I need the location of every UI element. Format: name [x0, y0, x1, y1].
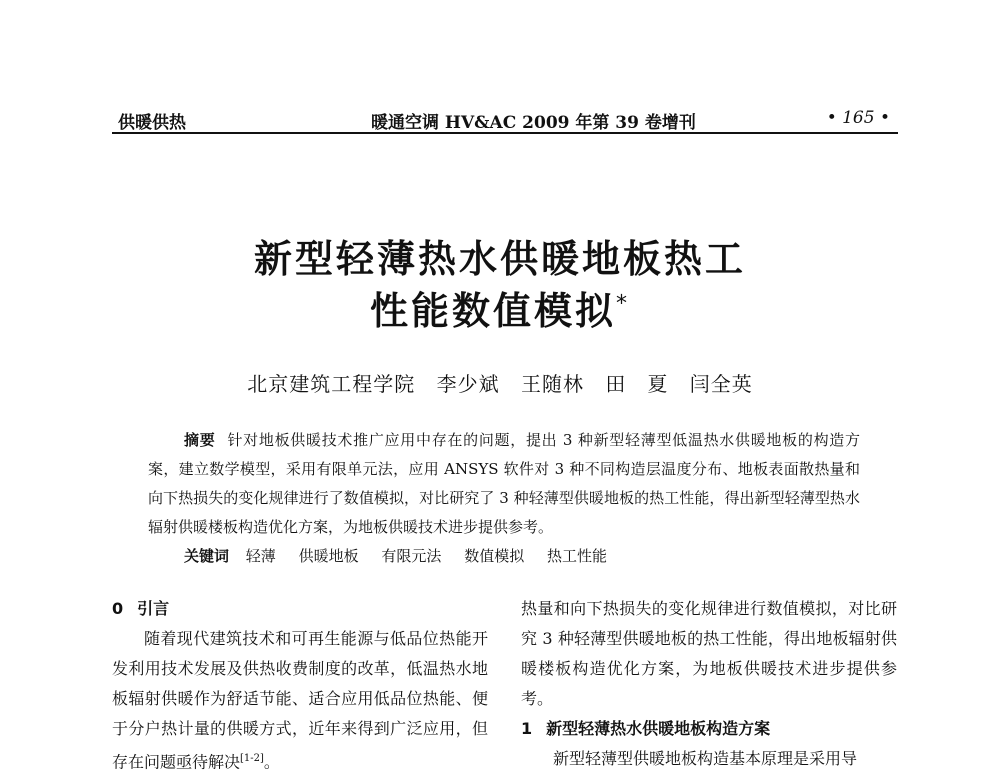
abstract-block: [148, 426, 860, 571]
abstract-text: 针对地板供暖技术推广应用中存在的问题，提出 3 种新型轻薄型低温热水供暖地板的构造方案，建立数学模型，采用有限单元法，应用 ANSYS 软件对 3 种不同构造层温度分布、地板表面散热量和向下热损失的变化规律进行了数值模拟，对比研究了 3 种轻薄型供暖地板的热工性能，得出新型轻薄型热水辐射供暖楼板构造优化方案，为地板供暖技术进步提供参考。: [148, 431, 860, 536]
author-name: 田 夏: [605, 372, 669, 396]
section-0-text: 随着现代建筑技术和可再生能源与低品位热能开发利用技术发展及供热收费制度的改革，低温热水地板辐射供暖作为舒适节能、适合应用低品位热能、便于分户热计量的供暖方式，近年来得到广泛应用，但存在问题亟待解决: [112, 629, 488, 772]
section-1-number: 1: [521, 719, 533, 738]
author-name: 闫全英: [689, 372, 753, 396]
author-name: 王随林: [521, 372, 584, 396]
citation-ref[interactable]: [1-2]: [240, 753, 264, 764]
paper-title: [0, 228, 1000, 333]
keyword: 数值模拟: [464, 547, 525, 565]
running-header: [112, 106, 898, 134]
author-line: [0, 368, 1000, 397]
continued-paragraph: 热量和向下热损失的变化规律进行数值模拟，对比研究 3 种轻薄型供暖地板的热工性能，得出地板辐射供暖楼板构造优化方案，为地板供暖技术进步提供参考。: [521, 599, 897, 708]
section-0-heading: [112, 594, 488, 624]
left-column: [112, 594, 488, 777]
keywords-label: 关键词: [184, 547, 230, 565]
abstract-paragraph: [148, 426, 860, 542]
header-section-name: 供暖供热: [118, 113, 186, 133]
section-1-heading: [521, 714, 897, 744]
section-0-end: 。: [263, 752, 280, 772]
keyword: 热工性能: [546, 547, 607, 565]
title-line-2-text: 性能数值模拟: [369, 289, 616, 333]
title-line-2: [0, 280, 1000, 333]
title-footmark: *: [616, 291, 630, 317]
right-column: [521, 594, 897, 774]
section-1-title: 新型轻薄热水供暖地板构造方案: [546, 719, 771, 738]
keyword: 有限元法: [381, 547, 442, 565]
section-0-number: 0: [112, 599, 124, 618]
header-page-number: • 165 •: [826, 108, 890, 128]
abstract-label: 摘要: [184, 431, 216, 449]
section-1-paragraph: 新型轻薄型供暖地板构造基本原理是采用导: [553, 749, 858, 768]
affiliation: 北京建筑工程学院: [247, 372, 416, 396]
section-0-paragraph: [112, 624, 488, 777]
title-line-1: 新型轻薄热水供暖地板热工: [253, 237, 746, 281]
header-journal-info: 暖通空调 HV&AC 2009 年第 39 卷增刊: [371, 113, 696, 133]
keyword: 供暖地板: [298, 547, 359, 565]
keywords-line: [148, 542, 860, 571]
keyword: 轻薄: [245, 547, 276, 565]
author-name: 李少斌: [436, 372, 500, 396]
section-0-title: 引言: [137, 599, 170, 618]
